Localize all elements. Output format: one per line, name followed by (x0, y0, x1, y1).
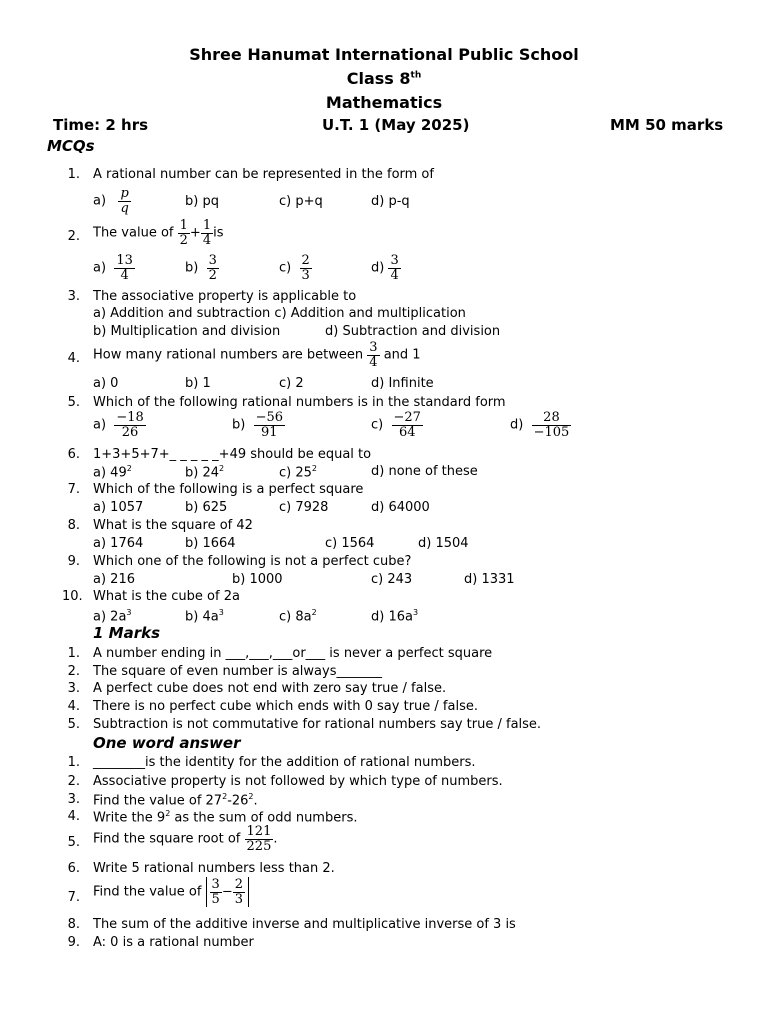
q7-text: Which of the following is a perfect square (93, 482, 364, 497)
one-mark-4-text: There is no perfect cube which ends with 0 say true / false. (93, 699, 478, 714)
one-word-3-text: Find the value of $27^2-26^2$. (93, 792, 258, 809)
q4-option-b: b) 1 (185, 376, 211, 391)
one-word-4-number: 4. (67, 809, 80, 824)
one-word-1-text: ________is the identity for the addition of rational numbers. (93, 755, 476, 770)
q2-option-b: b) $\frac{3}{2}$ (185, 253, 217, 283)
time-label: Time: 2 hrs (53, 116, 149, 134)
q8-option-c: c) 1564 (325, 536, 375, 551)
q5-number: 5. (67, 395, 80, 410)
q3-text: The associative property is applicable to (93, 289, 357, 304)
one-mark-1-text: A number ending in ___,___,___or___ is never a perfect square (93, 646, 493, 661)
one-word-8-number: 8. (67, 917, 80, 932)
one-word-8-text: The sum of the additive inverse and multiplicative inverse of 3 is (93, 917, 516, 932)
q9-number: 9. (67, 554, 80, 569)
q3-options-ac: a) Addition and subtraction c) Addition and multiplication (93, 306, 466, 321)
q10-number: 10. (62, 589, 83, 604)
q9-option-c: c) 243 (371, 572, 413, 587)
q6-option-b: b) $24^2$ (185, 464, 225, 481)
one-word-9-number: 9. (67, 935, 80, 950)
q5-option-b: b) $\frac{-56}{91}$ (232, 410, 284, 440)
one-word-7-number: 7. (67, 890, 80, 905)
section-mcqs: MCQs (47, 137, 95, 155)
q8-number: 8. (67, 518, 80, 533)
one-mark-3-number: 3. (67, 681, 80, 696)
q9-option-d: d) 1331 (464, 572, 515, 587)
q5-text: Which of the following rational numbers is in the standard form (93, 395, 506, 410)
q3-number: 3. (67, 289, 80, 304)
q8-option-a: a) 1764 (93, 536, 144, 551)
one-word-9-text: A: 0 is a rational number (93, 935, 254, 950)
q4-option-c: c) 2 (279, 376, 304, 391)
class-title (0, 71, 768, 87)
q1-option-d: d) p-q (371, 194, 410, 209)
q6-option-d: d) none of these (371, 464, 478, 479)
q1-a-denominator: q (120, 200, 129, 216)
one-mark-3-text: A perfect cube does not end with zero say true / false. (93, 681, 447, 696)
q8-option-d: d) 1504 (418, 536, 469, 551)
one-word-5-number: 5. (67, 835, 80, 850)
one-word-3-number: 3. (67, 792, 80, 807)
q4-option-a: a) 0 (93, 376, 119, 391)
test-label: U.T. 1 (May 2025) (322, 116, 470, 134)
q1-option-c: c) p+q (279, 194, 323, 209)
q6-option-a: a) $49^2$ (93, 464, 132, 481)
class-label: Class 8 (346, 69, 411, 88)
q10-option-d: d) $16a^3$ (371, 608, 419, 625)
one-word-5-text: Find the square root of $\frac{121}{225}$ . (93, 824, 278, 854)
school-name: Shree Hanumat International Public School (189, 45, 579, 64)
q10-text: What is the cube of 2a (93, 589, 240, 604)
one-word-6-number: 6. (67, 861, 80, 876)
q2-option-c: c) $\frac{2}{3}$ (279, 253, 310, 283)
q9-option-b: b) 1000 (232, 572, 283, 587)
one-word-2-number: 2. (67, 774, 80, 789)
q4-text: How many rational numbers are between $\frac{3}{4}$ and 1 (93, 340, 421, 370)
one-mark-5-number: 5. (67, 717, 80, 732)
q6-text: 1+3+5+7+_ _ _ _ _+49 should be equal to (93, 447, 372, 462)
q6-option-c: c) $25^2$ (279, 464, 317, 481)
q1-option-a: a) $\frac{p}{q}$ (93, 186, 129, 216)
q1-text: A rational number can be represented in the form of (93, 167, 434, 182)
q1-number: 1. (67, 167, 80, 182)
q8-text: What is the square of 42 (93, 518, 253, 533)
one-word-6-text: Write 5 rational numbers less than 2. (93, 861, 335, 876)
q7-option-b: b) 625 (185, 500, 228, 515)
q5-option-a: a) $\frac{-18}{26}$ (93, 410, 144, 440)
q9-text: Which one of the following is not a perfect cube? (93, 554, 412, 569)
one-mark-1-number: 1. (67, 646, 80, 661)
one-word-4-text: Write the $9^2$ as the sum of odd numbers. (93, 809, 358, 826)
q8-option-b: b) 1664 (185, 536, 236, 551)
q4-option-d: d) Infinite (371, 376, 434, 391)
one-mark-5-text: Subtraction is not commutative for rational numbers say true / false. (93, 717, 542, 732)
q10-option-c: c) $8a^2$ (279, 608, 317, 625)
one-mark-2-text: The square of even number is always_______ (93, 664, 382, 679)
q5-option-c: c) $\frac{-27}{64}$ (371, 410, 421, 440)
subject-title: Mathematics (325, 93, 443, 112)
q2-option-d: d) $\frac{3}{4}$ (371, 253, 399, 283)
q3-option-b: b) Multiplication and division (93, 324, 281, 339)
one-word-1-number: 1. (67, 755, 80, 770)
q2-text: The value of $\frac{1}{2}$ + $\frac{1}{4}$ is (93, 218, 224, 248)
one-word-2-text: Associative property is not followed by which type of numbers. (93, 774, 503, 789)
q3-option-d: d) Subtraction and division (325, 324, 501, 339)
q2-number: 2. (67, 229, 80, 244)
q4-number: 4. (67, 351, 80, 366)
q2-option-a: a) $\frac{13}{4}$ (93, 253, 133, 283)
q7-number: 7. (67, 482, 80, 497)
q10-option-b: b) $4a^3$ (185, 608, 224, 625)
q9-option-a: a) 216 (93, 572, 135, 587)
q10-option-a: a) $2a^3$ (93, 608, 132, 625)
q7-option-c: c) 7928 (279, 500, 329, 515)
one-mark-2-number: 2. (67, 664, 80, 679)
max-marks-label: MM 50 marks (610, 116, 724, 134)
one-word-7-text: Find the value of $\frac{3}{5}$ − $\frac{2}{3}$ (93, 877, 249, 907)
q7-option-a: a) 1057 (93, 500, 144, 515)
section-one-word: One word answer (93, 734, 241, 752)
class-superscript: th (410, 70, 422, 81)
q5-option-d: d) $\frac{28}{-105}$ (510, 410, 570, 440)
q6-number: 6. (67, 447, 80, 462)
one-mark-4-number: 4. (67, 699, 80, 714)
q7-option-d: d) 64000 (371, 500, 430, 515)
absolute-value-expression: $\frac{3}{5}$ − $\frac{2}{3}$ (206, 877, 249, 907)
q1-a-numerator: p (120, 186, 129, 201)
section-one-marks: 1 Marks (93, 624, 161, 642)
q1-option-b: b) pq (185, 194, 219, 209)
